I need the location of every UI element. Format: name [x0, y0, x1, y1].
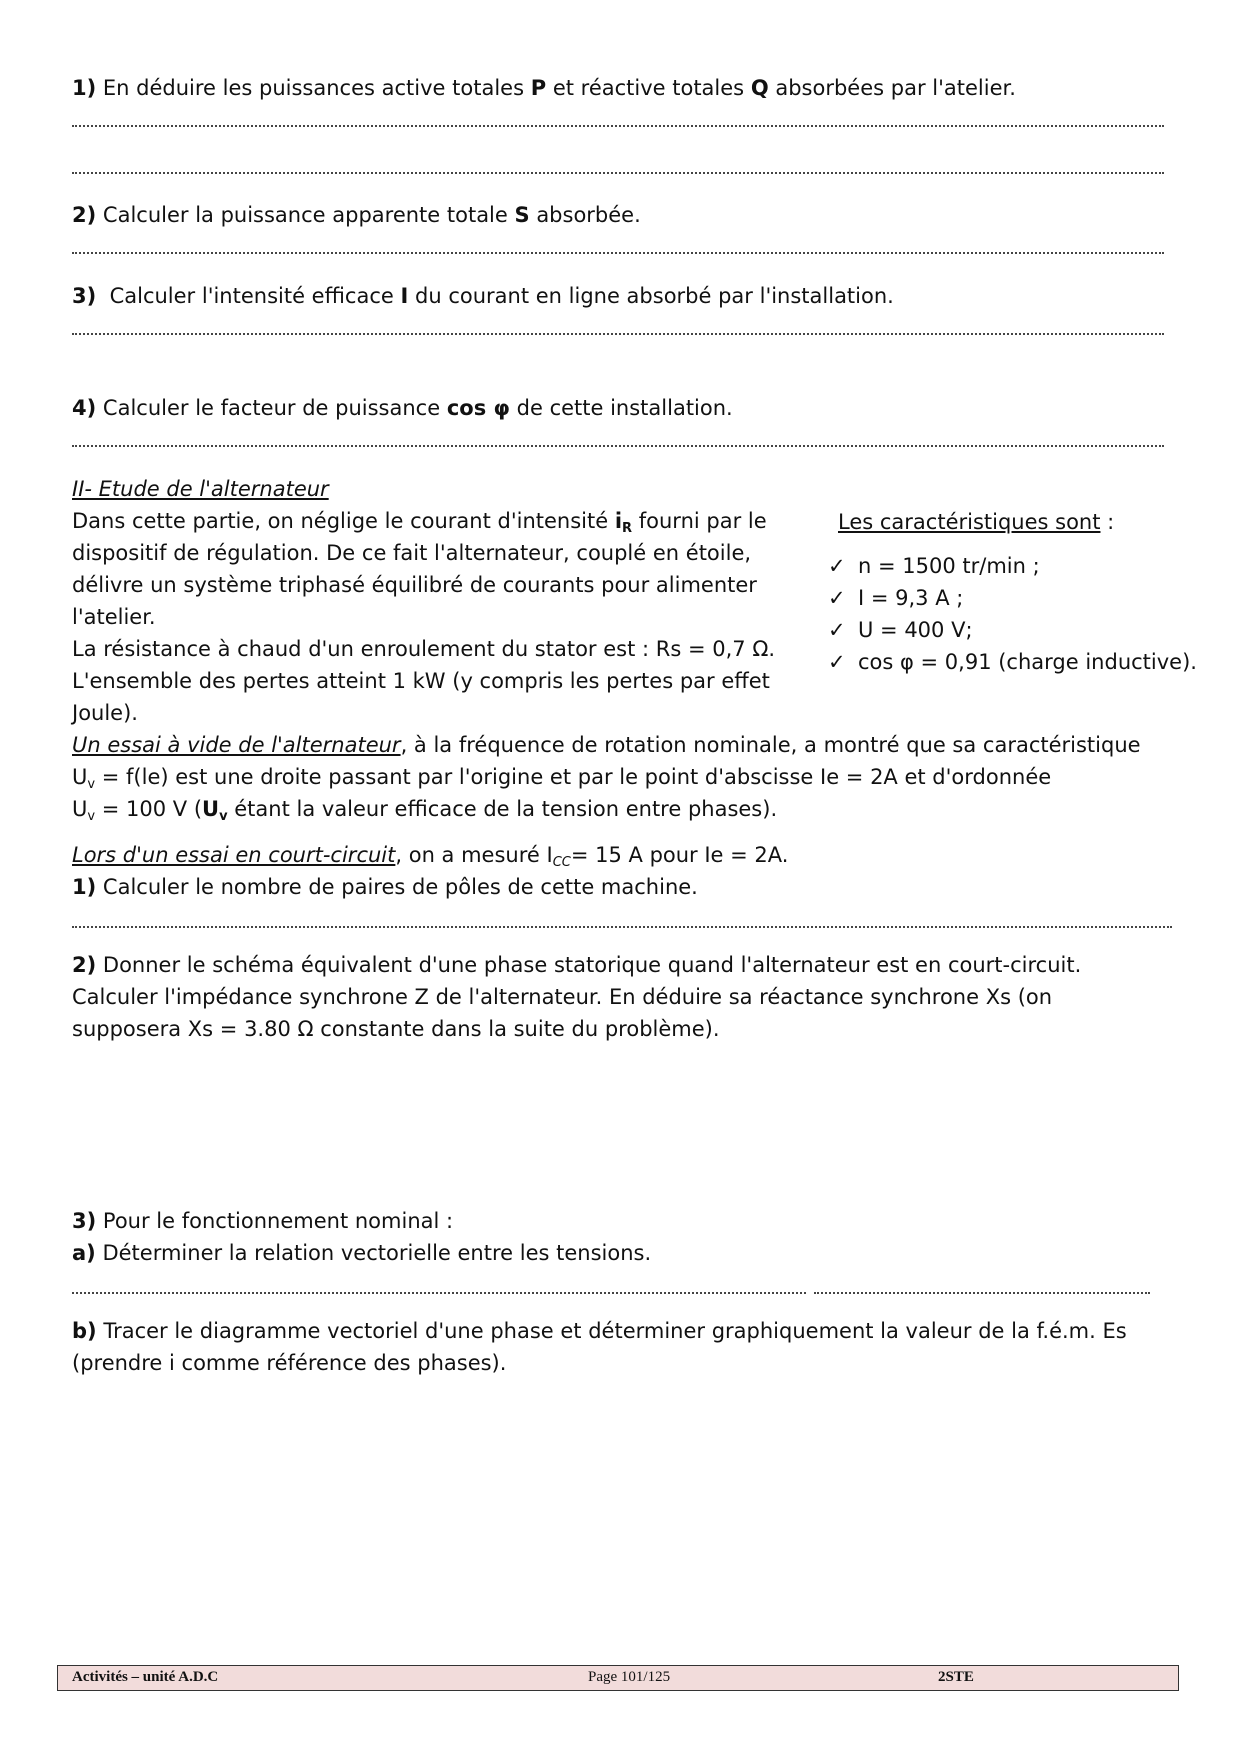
section-title: II- Etude de l'alternateur	[72, 477, 329, 501]
footer-right: 2STE	[938, 1669, 974, 1685]
characteristics-title: Les caractéristiques sont :	[838, 510, 1115, 534]
question-1: 1) En déduire les puissances active totales P et réactive totales Q absorbées par l'atelier.	[72, 76, 1016, 100]
part2-question-3: 3) Pour le fonctionnement nominal :	[72, 1209, 454, 1233]
question-3: 3) Calculer l'intensité efficace I du courant en ligne absorbé par l'installation.	[72, 284, 894, 308]
part2-question-2-line: Calculer l'impédance synchrone Z de l'alternateur. En déduire sa réactance synchrone Xs (on	[72, 985, 1053, 1009]
question-number: 2)	[72, 953, 97, 977]
part2-question-1: 1) Calculer le nombre de paires de pôles de cette machine.	[72, 875, 698, 899]
part2-question-3a: a) Déterminer la relation vectorielle entre les tensions.	[72, 1241, 652, 1265]
intro-line: Joule).	[72, 701, 138, 725]
answer-line[interactable]	[72, 1292, 806, 1294]
question-number: 4)	[72, 396, 97, 420]
question-number: 1)	[72, 76, 97, 100]
question-4: 4) Calculer le facteur de puissance cos φ de cette installation.	[72, 396, 733, 420]
footer-page-number: Page 101/125	[588, 1669, 671, 1685]
page-footer	[57, 1665, 1179, 1691]
question-number: 1)	[72, 875, 97, 899]
intro-line: L'ensemble des pertes atteint 1 kW (y compris les pertes par effet	[72, 669, 770, 693]
intro-line: Dans cette partie, on néglige le courant d'intensité $i_R$ fourni par le	[72, 509, 767, 536]
answer-line[interactable]	[72, 926, 1172, 928]
check-icon: ✓	[828, 554, 846, 578]
part2-question-3b-line: (prendre i comme référence des phases).	[72, 1351, 507, 1375]
intro-line: dispositif de régulation. De ce fait l'alternateur, couplé en étoile,	[72, 541, 752, 565]
characteristic-item: ✓ n = 1500 tr/min ;	[828, 550, 1040, 582]
check-icon: ✓	[828, 618, 846, 642]
check-icon: ✓	[828, 650, 846, 674]
footer-left: Activités – unité A.D.C	[72, 1669, 219, 1685]
question-number: 3)	[72, 1209, 97, 1233]
part2-question-2: 2) Donner le schéma équivalent d'une phase statorique quand l'alternateur est en court-circuit.	[72, 953, 1082, 977]
intro-line: La résistance à chaud d'un enroulement du stator est : Rs = 0,7 Ω.	[72, 637, 776, 661]
part2-question-2-line: supposera Xs = 3.80 Ω constante dans la suite du problème).	[72, 1017, 720, 1041]
characteristic-item: ✓ I = 9,3 A ;	[828, 582, 963, 614]
characteristic-item: ✓ U = 400 V;	[828, 614, 973, 646]
intro-line: délivre un système triphasé équilibré de courants pour alimenter	[72, 573, 757, 597]
question-number: 3)	[72, 284, 97, 308]
answer-line[interactable]	[72, 252, 1164, 254]
no-load-test-line: $U_v = 100$ V ($U_v$ étant la valeur efficace de la tension entre phases).	[72, 797, 778, 824]
check-icon: ✓	[828, 586, 846, 610]
no-load-test-line: $U_v = f(le)$ est une droite passant par l'origine et par le point d'abscisse Ie = 2A et d'ordonnée	[72, 765, 1052, 792]
answer-line[interactable]	[72, 125, 1164, 127]
short-circuit-line: Lors d'un essai en court-circuit, on a mesuré $I_{CC}= 15$ A pour Ie = 2A.	[72, 843, 789, 870]
answer-line[interactable]	[72, 333, 1164, 335]
answer-line[interactable]	[814, 1292, 1150, 1294]
part2-question-3b: b) Tracer le diagramme vectoriel d'une phase et déterminer graphiquement la valeur de la f.é.m. Es	[72, 1319, 1127, 1343]
answer-line[interactable]	[72, 172, 1164, 174]
no-load-test-line: Un essai à vide de l'alternateur, à la fréquence de rotation nominale, a montré que sa caractéristique	[72, 733, 1141, 757]
intro-line: l'atelier.	[72, 605, 156, 629]
answer-line[interactable]	[72, 445, 1164, 447]
characteristic-item: ✓ cos φ = 0,91 (charge inductive).	[828, 646, 1197, 678]
question-number: 2)	[72, 203, 97, 227]
question-2: 2) Calculer la puissance apparente totale S absorbée.	[72, 203, 641, 227]
